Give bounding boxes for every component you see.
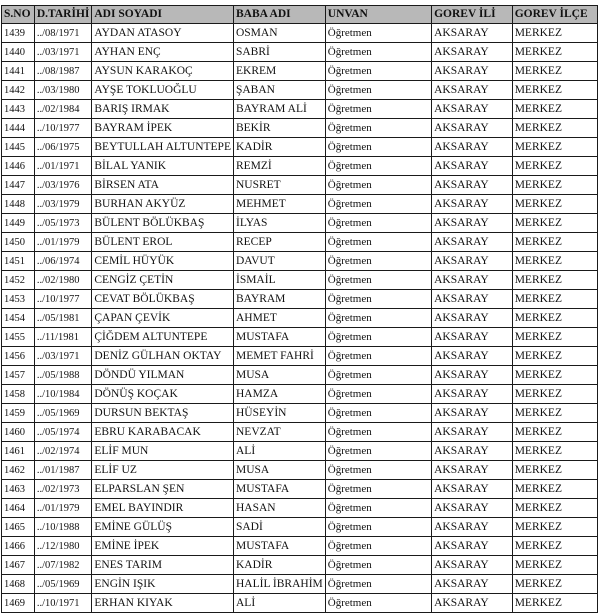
row-full-name: CEMİL HÜYÜK <box>92 252 234 271</box>
row-birth-date: ../03/1971 <box>34 43 92 62</box>
row-full-name: BEYTULLAH ALTUNTEPE <box>92 138 234 157</box>
table-row <box>2 328 598 347</box>
table-row <box>2 214 598 233</box>
row-province: AKSARAY <box>432 442 513 461</box>
row-birth-date: ../05/1981 <box>34 309 92 328</box>
row-father-name: AHMET <box>233 309 325 328</box>
row-father-name: MEMET FAHRİ <box>233 347 325 366</box>
row-birth-date: ../01/1979 <box>34 233 92 252</box>
row-district: MERKEZ <box>512 271 597 290</box>
row-province: AKSARAY <box>432 556 513 575</box>
row-father-name: DAVUT <box>233 252 325 271</box>
row-full-name: CEVAT BÖLÜKBAŞ <box>92 290 234 309</box>
row-title: Öğretmen <box>325 214 431 233</box>
row-sno: 1447 <box>2 176 35 195</box>
row-sno: 1462 <box>2 461 35 480</box>
row-province: AKSARAY <box>432 461 513 480</box>
row-title: Öğretmen <box>325 461 431 480</box>
table-row <box>2 423 598 442</box>
row-full-name: ENGİN IŞIK <box>92 575 234 594</box>
row-sno: 1440 <box>2 43 35 62</box>
row-district: MERKEZ <box>512 81 597 100</box>
row-title: Öğretmen <box>325 138 431 157</box>
row-sno: 1441 <box>2 62 35 81</box>
row-full-name: BİLAL YANIK <box>92 157 234 176</box>
row-district: MERKEZ <box>512 575 597 594</box>
row-father-name: BEKİR <box>233 119 325 138</box>
row-district: MERKEZ <box>512 214 597 233</box>
header-row <box>2 6 598 24</box>
row-full-name: DÖNDÜ YILMAN <box>92 366 234 385</box>
header-sno: S.NO <box>2 6 35 24</box>
row-full-name: ÇAPAN ÇEVİK <box>92 309 234 328</box>
row-full-name: ELİF UZ <box>92 461 234 480</box>
row-sno: 1439 <box>2 24 35 43</box>
table-row <box>2 157 598 176</box>
table-row <box>2 138 598 157</box>
row-father-name: HÜSEYİN <box>233 404 325 423</box>
row-sno: 1456 <box>2 347 35 366</box>
row-father-name: NUSRET <box>233 176 325 195</box>
row-province: AKSARAY <box>432 62 513 81</box>
row-birth-date: ../06/1974 <box>34 252 92 271</box>
row-district: MERKEZ <box>512 461 597 480</box>
row-father-name: İLYAS <box>233 214 325 233</box>
table-row <box>2 100 598 119</box>
row-birth-date: ../02/1974 <box>34 442 92 461</box>
row-district: MERKEZ <box>512 423 597 442</box>
header-father-name: BABA ADI <box>233 6 325 24</box>
personnel-table <box>1 5 598 613</box>
row-birth-date: ../01/1979 <box>34 499 92 518</box>
header-province: GOREV İLİ <box>432 6 513 24</box>
row-birth-date: ../11/1981 <box>34 328 92 347</box>
row-full-name: ELİF MUN <box>92 442 234 461</box>
row-title: Öğretmen <box>325 195 431 214</box>
row-title: Öğretmen <box>325 385 431 404</box>
row-birth-date: ../05/1969 <box>34 575 92 594</box>
row-district: MERKEZ <box>512 537 597 556</box>
row-province: AKSARAY <box>432 119 513 138</box>
row-title: Öğretmen <box>325 43 431 62</box>
row-sno: 1443 <box>2 100 35 119</box>
row-sno: 1448 <box>2 195 35 214</box>
table-row <box>2 442 598 461</box>
row-father-name: SADİ <box>233 518 325 537</box>
row-birth-date: ../05/1973 <box>34 214 92 233</box>
table-row <box>2 62 598 81</box>
row-title: Öğretmen <box>325 347 431 366</box>
row-birth-date: ../03/1976 <box>34 176 92 195</box>
row-sno: 1469 <box>2 594 35 613</box>
row-sno: 1464 <box>2 499 35 518</box>
row-sno: 1460 <box>2 423 35 442</box>
row-sno: 1454 <box>2 309 35 328</box>
table-row <box>2 195 598 214</box>
row-sno: 1449 <box>2 214 35 233</box>
row-province: AKSARAY <box>432 404 513 423</box>
row-father-name: HAMZA <box>233 385 325 404</box>
table-row <box>2 233 598 252</box>
row-sno: 1450 <box>2 233 35 252</box>
row-full-name: BURHAN AKYÜZ <box>92 195 234 214</box>
row-title: Öğretmen <box>325 442 431 461</box>
table-row <box>2 480 598 499</box>
row-father-name: ALİ <box>233 442 325 461</box>
table-row <box>2 176 598 195</box>
row-title: Öğretmen <box>325 518 431 537</box>
row-full-name: ÇİĞDEM ALTUNTEPE <box>92 328 234 347</box>
row-birth-date: ../10/1977 <box>34 119 92 138</box>
row-full-name: AYSUN KARAKOÇ <box>92 62 234 81</box>
row-birth-date: ../10/1988 <box>34 518 92 537</box>
row-sno: 1446 <box>2 157 35 176</box>
row-province: AKSARAY <box>432 480 513 499</box>
row-province: AKSARAY <box>432 214 513 233</box>
row-father-name: NEVZAT <box>233 423 325 442</box>
row-district: MERKEZ <box>512 100 597 119</box>
row-father-name: EKREM <box>233 62 325 81</box>
row-father-name: ŞABAN <box>233 81 325 100</box>
row-father-name: SABRİ <box>233 43 325 62</box>
row-province: AKSARAY <box>432 81 513 100</box>
row-full-name: BAYRAM İPEK <box>92 119 234 138</box>
row-sno: 1451 <box>2 252 35 271</box>
row-sno: 1453 <box>2 290 35 309</box>
row-province: AKSARAY <box>432 157 513 176</box>
row-birth-date: ../07/1982 <box>34 556 92 575</box>
row-province: AKSARAY <box>432 328 513 347</box>
table-row <box>2 537 598 556</box>
row-birth-date: ../03/1980 <box>34 81 92 100</box>
header-full-name: ADI SOYADI <box>92 6 234 24</box>
row-sno: 1442 <box>2 81 35 100</box>
row-full-name: DURSUN BEKTAŞ <box>92 404 234 423</box>
row-title: Öğretmen <box>325 328 431 347</box>
row-father-name: ALİ <box>233 594 325 613</box>
row-province: AKSARAY <box>432 138 513 157</box>
header-district: GOREV İLÇE <box>512 6 597 24</box>
row-title: Öğretmen <box>325 81 431 100</box>
row-province: AKSARAY <box>432 176 513 195</box>
row-title: Öğretmen <box>325 24 431 43</box>
row-sno: 1455 <box>2 328 35 347</box>
row-full-name: AYHAN ENÇ <box>92 43 234 62</box>
row-father-name: HASAN <box>233 499 325 518</box>
table-row <box>2 575 598 594</box>
row-title: Öğretmen <box>325 157 431 176</box>
row-birth-date: ../01/1987 <box>34 461 92 480</box>
row-birth-date: ../01/1971 <box>34 157 92 176</box>
row-sno: 1461 <box>2 442 35 461</box>
row-full-name: ELPARSLAN ŞEN <box>92 480 234 499</box>
row-father-name: MUSA <box>233 461 325 480</box>
row-father-name: İSMAİL <box>233 271 325 290</box>
table-row <box>2 347 598 366</box>
row-father-name: REMZİ <box>233 157 325 176</box>
row-full-name: DÖNÜŞ KOÇAK <box>92 385 234 404</box>
row-province: AKSARAY <box>432 347 513 366</box>
row-title: Öğretmen <box>325 575 431 594</box>
row-district: MERKEZ <box>512 480 597 499</box>
row-province: AKSARAY <box>432 499 513 518</box>
row-title: Öğretmen <box>325 594 431 613</box>
row-district: MERKEZ <box>512 252 597 271</box>
row-sno: 1467 <box>2 556 35 575</box>
row-full-name: BÜLENT EROL <box>92 233 234 252</box>
row-province: AKSARAY <box>432 195 513 214</box>
row-birth-date: ../02/1980 <box>34 271 92 290</box>
row-district: MERKEZ <box>512 347 597 366</box>
row-province: AKSARAY <box>432 233 513 252</box>
table-row <box>2 556 598 575</box>
header-birth-date: D.TARİHİ <box>34 6 92 24</box>
row-district: MERKEZ <box>512 385 597 404</box>
row-district: MERKEZ <box>512 43 597 62</box>
row-birth-date: ../03/1971 <box>34 347 92 366</box>
row-district: MERKEZ <box>512 290 597 309</box>
row-title: Öğretmen <box>325 366 431 385</box>
row-district: MERKEZ <box>512 176 597 195</box>
table-row <box>2 119 598 138</box>
row-district: MERKEZ <box>512 119 597 138</box>
table-row <box>2 309 598 328</box>
row-district: MERKEZ <box>512 594 597 613</box>
row-province: AKSARAY <box>432 385 513 404</box>
row-sno: 1466 <box>2 537 35 556</box>
row-sno: 1459 <box>2 404 35 423</box>
row-birth-date: ../05/1969 <box>34 404 92 423</box>
row-title: Öğretmen <box>325 119 431 138</box>
row-sno: 1444 <box>2 119 35 138</box>
row-title: Öğretmen <box>325 499 431 518</box>
row-district: MERKEZ <box>512 24 597 43</box>
row-full-name: DENİZ GÜLHAN OKTAY <box>92 347 234 366</box>
row-birth-date: ../08/1987 <box>34 62 92 81</box>
row-father-name: KADİR <box>233 556 325 575</box>
row-father-name: MUSTAFA <box>233 328 325 347</box>
row-sno: 1452 <box>2 271 35 290</box>
table-row <box>2 461 598 480</box>
row-birth-date: ../02/1984 <box>34 100 92 119</box>
table-row <box>2 385 598 404</box>
row-province: AKSARAY <box>432 423 513 442</box>
row-title: Öğretmen <box>325 252 431 271</box>
row-district: MERKEZ <box>512 442 597 461</box>
row-district: MERKEZ <box>512 62 597 81</box>
row-province: AKSARAY <box>432 271 513 290</box>
row-title: Öğretmen <box>325 271 431 290</box>
table-row <box>2 43 598 62</box>
table-row <box>2 271 598 290</box>
table-row <box>2 404 598 423</box>
table-row <box>2 594 598 613</box>
row-birth-date: ../05/1974 <box>34 423 92 442</box>
table-row <box>2 290 598 309</box>
table-row <box>2 252 598 271</box>
row-province: AKSARAY <box>432 366 513 385</box>
row-birth-date: ../10/1971 <box>34 594 92 613</box>
row-title: Öğretmen <box>325 290 431 309</box>
table-row <box>2 366 598 385</box>
row-birth-date: ../02/1973 <box>34 480 92 499</box>
row-title: Öğretmen <box>325 233 431 252</box>
row-district: MERKEZ <box>512 556 597 575</box>
row-birth-date: ../08/1971 <box>34 24 92 43</box>
row-district: MERKEZ <box>512 157 597 176</box>
row-birth-date: ../10/1984 <box>34 385 92 404</box>
row-title: Öğretmen <box>325 537 431 556</box>
row-title: Öğretmen <box>325 100 431 119</box>
row-father-name: MEHMET <box>233 195 325 214</box>
row-province: AKSARAY <box>432 100 513 119</box>
row-sno: 1468 <box>2 575 35 594</box>
header-title: UNVAN <box>325 6 431 24</box>
row-district: MERKEZ <box>512 404 597 423</box>
row-father-name: MUSTAFA <box>233 537 325 556</box>
row-province: AKSARAY <box>432 252 513 271</box>
row-full-name: BARIŞ IRMAK <box>92 100 234 119</box>
row-full-name: CENGİZ ÇETİN <box>92 271 234 290</box>
row-district: MERKEZ <box>512 233 597 252</box>
row-full-name: EBRU KARABACAK <box>92 423 234 442</box>
row-district: MERKEZ <box>512 195 597 214</box>
row-title: Öğretmen <box>325 556 431 575</box>
row-father-name: MUSTAFA <box>233 480 325 499</box>
row-title: Öğretmen <box>325 404 431 423</box>
row-father-name: KADİR <box>233 138 325 157</box>
row-father-name: HALİL İBRAHİM <box>233 575 325 594</box>
row-father-name: BAYRAM ALİ <box>233 100 325 119</box>
row-district: MERKEZ <box>512 328 597 347</box>
row-full-name: AYŞE TOKLUOĞLU <box>92 81 234 100</box>
row-sno: 1458 <box>2 385 35 404</box>
row-district: MERKEZ <box>512 518 597 537</box>
row-full-name: EMİNE İPEK <box>92 537 234 556</box>
row-full-name: BÜLENT BÖLÜKBAŞ <box>92 214 234 233</box>
row-title: Öğretmen <box>325 309 431 328</box>
table-row <box>2 24 598 43</box>
row-province: AKSARAY <box>432 309 513 328</box>
row-sno: 1457 <box>2 366 35 385</box>
row-full-name: ERHAN KIYAK <box>92 594 234 613</box>
row-birth-date: ../05/1988 <box>34 366 92 385</box>
row-sno: 1465 <box>2 518 35 537</box>
row-district: MERKEZ <box>512 138 597 157</box>
row-district: MERKEZ <box>512 366 597 385</box>
row-father-name: BAYRAM <box>233 290 325 309</box>
row-title: Öğretmen <box>325 480 431 499</box>
row-province: AKSARAY <box>432 575 513 594</box>
row-father-name: MUSA <box>233 366 325 385</box>
row-province: AKSARAY <box>432 594 513 613</box>
row-birth-date: ../12/1980 <box>34 537 92 556</box>
row-district: MERKEZ <box>512 499 597 518</box>
row-province: AKSARAY <box>432 290 513 309</box>
row-district: MERKEZ <box>512 309 597 328</box>
row-full-name: ENES TARIM <box>92 556 234 575</box>
row-sno: 1463 <box>2 480 35 499</box>
row-title: Öğretmen <box>325 176 431 195</box>
row-title: Öğretmen <box>325 62 431 81</box>
row-father-name: RECEP <box>233 233 325 252</box>
row-birth-date: ../10/1977 <box>34 290 92 309</box>
row-province: AKSARAY <box>432 537 513 556</box>
row-birth-date: ../06/1975 <box>34 138 92 157</box>
row-full-name: EMEL BAYINDIR <box>92 499 234 518</box>
row-father-name: OSMAN <box>233 24 325 43</box>
row-birth-date: ../03/1979 <box>34 195 92 214</box>
table-row <box>2 499 598 518</box>
row-sno: 1445 <box>2 138 35 157</box>
row-title: Öğretmen <box>325 423 431 442</box>
table-row <box>2 518 598 537</box>
row-full-name: EMİNE GÜLÜŞ <box>92 518 234 537</box>
table-row <box>2 81 598 100</box>
row-province: AKSARAY <box>432 43 513 62</box>
row-full-name: BİRSEN ATA <box>92 176 234 195</box>
row-full-name: AYDAN ATASOY <box>92 24 234 43</box>
row-province: AKSARAY <box>432 518 513 537</box>
row-province: AKSARAY <box>432 24 513 43</box>
